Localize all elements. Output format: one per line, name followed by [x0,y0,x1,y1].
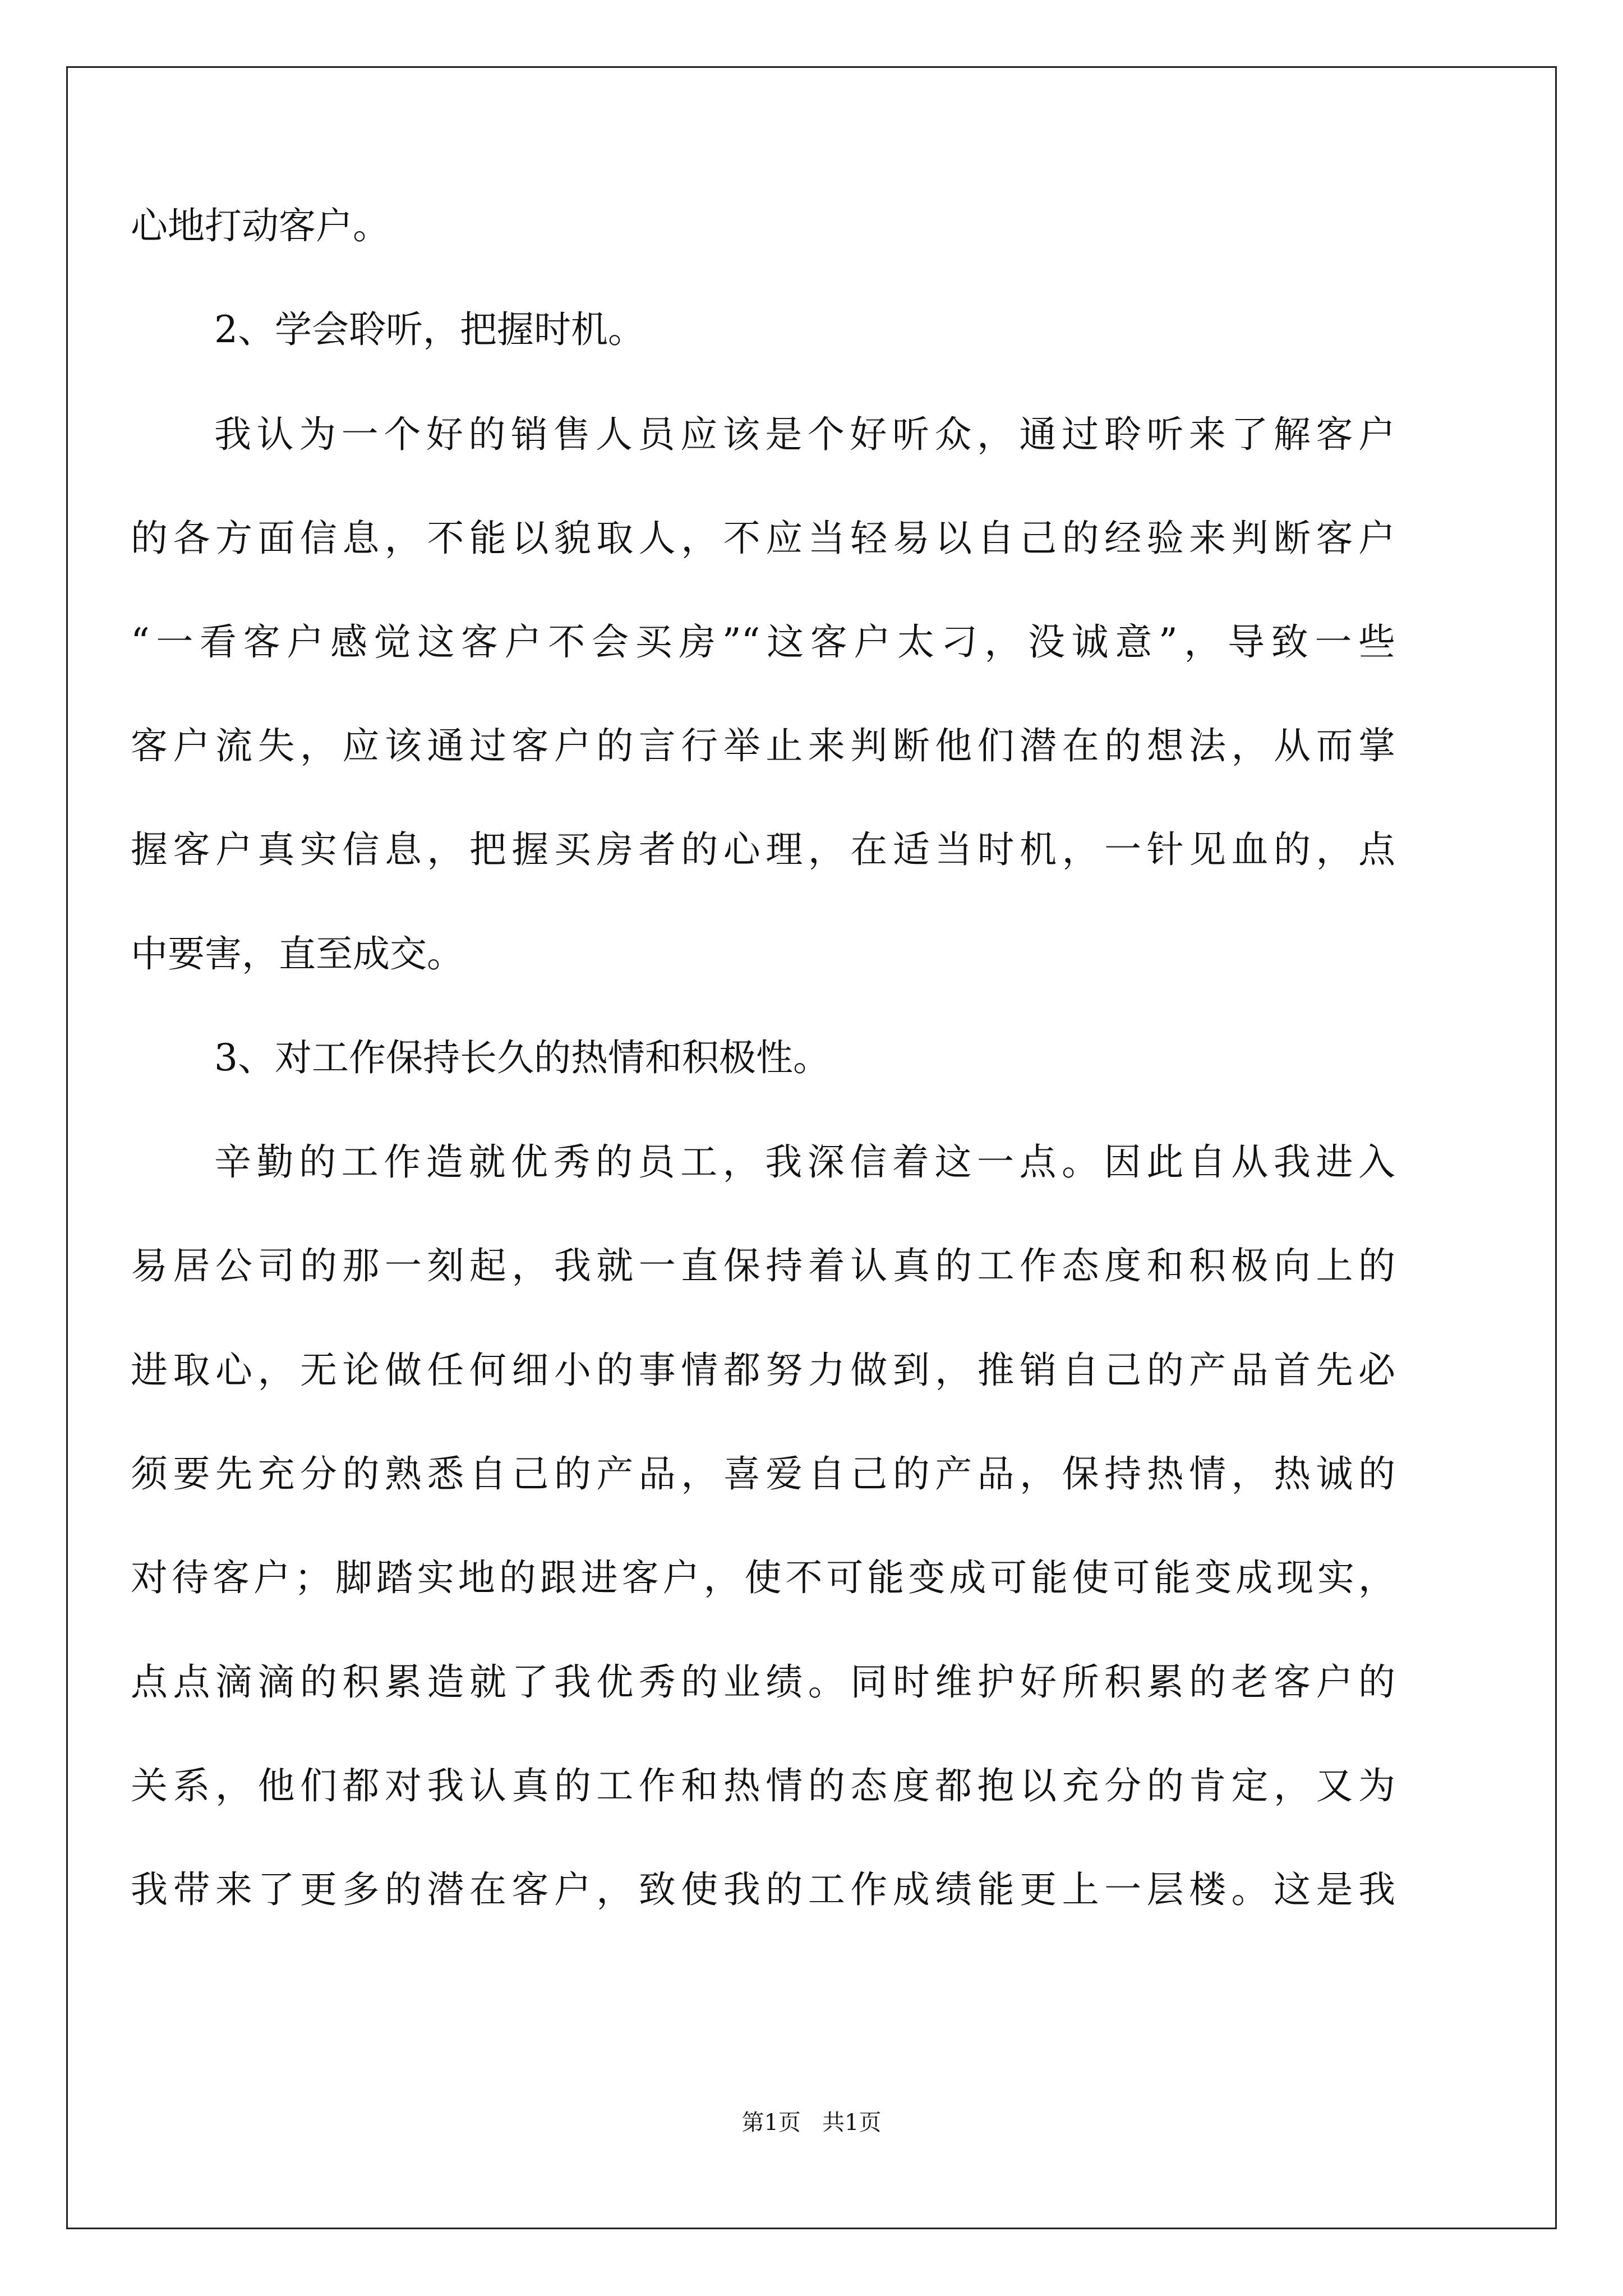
paragraph-line: 我认为一个好的销售人员应该是个好听众，通过聆听来了解客户 [214,413,1395,456]
paragraph-line: 握客户真实信息，把握买房者的心理，在适当时机，一针见血的，点 [131,828,1395,871]
heading-line: 2、学会聆听，把握时机。 [214,308,645,351]
paragraph-line: 进取心，无论做任何细小的事情都努力做到，推销自己的产品首先必 [131,1349,1395,1392]
paragraph-line: 心地打动客户。 [131,204,390,247]
paragraph-line: 须要先充分的熟悉自己的产品，喜爱自己的产品，保持热情，热诚的 [131,1452,1395,1496]
paragraph-line: 易居公司的那一刻起，我就一直保持着认真的工作态度和积极向上的 [131,1244,1395,1287]
paragraph-line: 的各方面信息，不能以貌取人，不应当轻易以自己的经验来判断客户 [131,517,1395,560]
paragraph-line: 辛勤的工作造就优秀的员工，我深信着这一点。因此自从我进入 [214,1140,1395,1184]
paragraph-line: 中要害，直至成交。 [131,932,464,976]
paragraph-line: 关系，他们都对我认真的工作和热情的态度都抱以充分的肯定，又为 [131,1764,1395,1807]
paragraph-line: 对待客户；脚踏实地的跟进客户，使不可能变成可能使可能变成现实， [131,1556,1395,1599]
paragraph-line: “一看客户感觉这客户不会买房”“这客户太刁，没诚意”，导致一些 [131,620,1395,664]
paragraph-line: 客户流失，应该通过客户的言行举止来判断他们潜在的想法，从而掌 [131,724,1395,767]
heading-line: 3、对工作保持长久的热情和积极性。 [214,1036,830,1079]
paragraph-line: 点点滴滴的积累造就了我优秀的业绩。同时维护好所积累的老客户的 [131,1660,1395,1704]
page-number-footer: 第1页 共1页 [741,2110,882,2136]
paragraph-line: 我带来了更多的潜在客户，致使我的工作成绩能更上一层楼。这是我 [131,1868,1395,1911]
